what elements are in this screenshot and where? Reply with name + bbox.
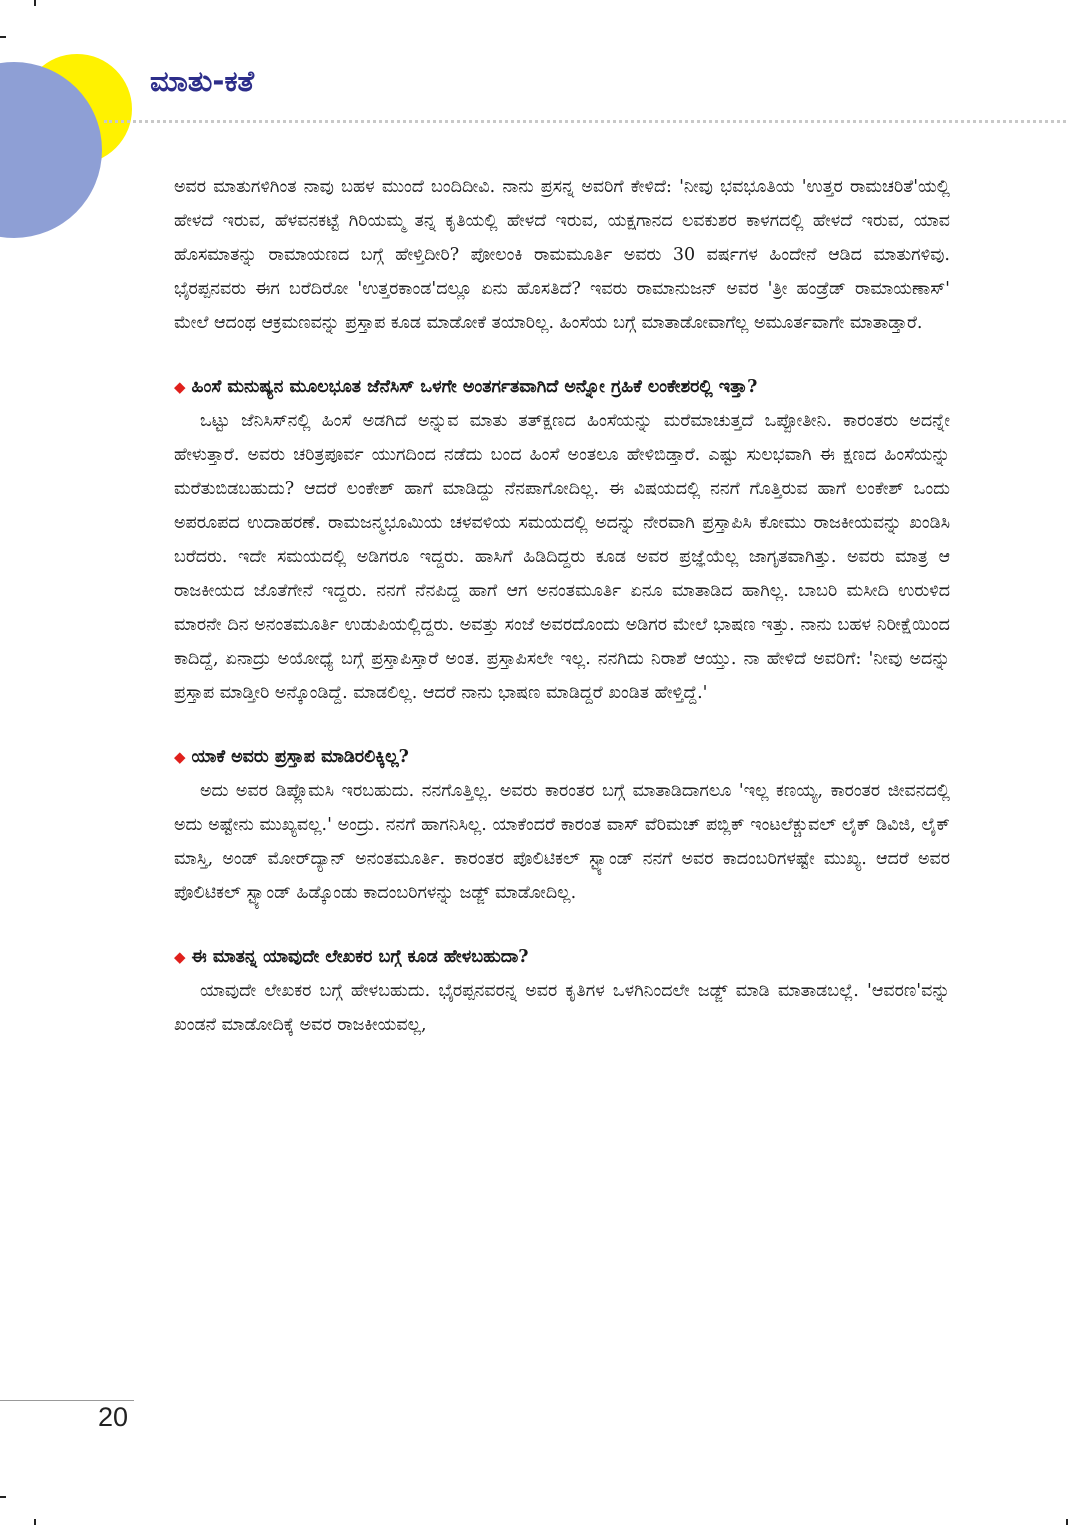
question-text: ಹಿಂಸೆ ಮನುಷ್ಯನ ಮೂಲಭೂತ ಜೆನೆಸಿಸ್ ಒಳಗೇ ಅಂತರ್ಗತವಾಗಿದೆ ಅನ್ನೋ ಗ್ರಹಿಕೆ ಲಂಕೇಶರಲ್ಲಿ ಇತ್ತಾ? [191,377,758,397]
dotted-divider [104,120,1066,123]
crop-mark [34,0,36,6]
diamond-bullet-icon: ◆ [174,748,186,766]
crop-mark [0,36,6,38]
diamond-bullet-icon: ◆ [174,948,186,966]
answer-paragraph: ಯಾವುದೇ ಲೇಖಕರ ಬಗ್ಗೆ ಹೇಳಬಹುದು. ಭೈರಪ್ಪನವರನ್ನ ಅವರ ಕೃತಿಗಳ ಒಳಗಿನಿಂದಲೇ ಜಡ್ಜ್ ಮಾಡಿ ಮಾತಾಡಬಲ್ಲೆ. 'ಆವರಣ'ವನ್ನು ಖಂಡನೆ ಮಾಡೋದಿಕ್ಕೆ ಅವರ ರಾಜಕೀಯವಲ್ಲ, [174,981,950,1035]
answer-paragraph: ಒಟ್ಟು ಜೆನಿಸಿಸ್‌ನಲ್ಲಿ ಹಿಂಸೆ ಅಡಗಿದೆ ಅನ್ನುವ ಮಾತು ತತ್‌ಕ್ಷಣದ ಹಿಂಸೆಯನ್ನು ಮರೆಮಾಚುತ್ತದೆ ಒಪ್ಪೋತೀನಿ. ಕಾರಂತರು ಅದನ್ನೇ ಹೇಳುತ್ತಾರೆ. ಅವರು ಚರಿತ್ರಪೂರ್ವ ಯುಗದಿಂದ ನಡೆದು ಬಂದ ಹಿಂಸೆ ಅಂತಲೂ ಹೇಳಿಬಿಡ್ತಾರೆ. ಎಷ್ಟು ಸುಲಭವಾಗಿ ಈ ಕ್ಷಣದ ಹಿಂಸೆಯನ್ನು ಮರೆತುಬಿಡಬಹುದು? ಆದರೆ ಲಂಕೇಶ್ ಹಾಗೆ ಮಾಡಿದ್ದು ನೆನಪಾಗೋದಿಲ್ಲ. ಈ ವಿಷಯದಲ್ಲಿ ನನಗೆ ಗೊತ್ತಿರುವ ಹಾಗೆ ಲಂಕೇಶ್ ಒಂದು ಅಪರೂಪದ ಉದಾಹರಣೆ. ರಾಮಜನ್ಮಭೂಮಿಯ ಚಳವಳಿಯ ಸಮಯದಲ್ಲಿ ಅದನ್ನು ನೇರವಾಗಿ ಪ್ರಸ್ತಾಪಿಸಿ ಕೋಮು ರಾಜಕೀಯವನ್ನು ಖಂಡಿಸಿ ಬರೆದರು. ಇದೇ ಸಮಯದಲ್ಲಿ ಅಡಿಗರೂ ಇದ್ದರು. ಹಾಸಿಗೆ ಹಿಡಿದಿದ್ದರು ಕೂಡ ಅವರ ಪ್ರಜ್ಞೆಯೆಲ್ಲ ಜಾಗೃತವಾಗಿತ್ತು. ಅವರು ಮಾತ್ರ ಆ ರಾಜಕೀಯದ ಜೊತೆಗೇನೆ ಇದ್ದರು. ನನಗೆ ನೆನಪಿದ್ದ ಹಾಗೆ ಆಗ ಅನಂತಮೂರ್ತಿ ಏನೂ ಮಾತಾಡಿದ ಹಾಗಿಲ್ಲ. ಬಾಬರಿ ಮಸೀದಿ ಉರುಳಿದ ಮಾರನೇ ದಿನ ಅನಂತಮೂರ್ತಿ ಉಡುಪಿಯಲ್ಲಿದ್ದರು. ಅವತ್ತು ಸಂಜೆ ಅವರದೊಂದು ಅಡಿಗರ ಮೇಲೆ ಭಾಷಣ ಇತ್ತು. ನಾನು ಬಹಳ ನಿರೀಕ್ಷೆಯಿಂದ ಕಾದಿದ್ದೆ, ಏನಾದ್ರು ಅಯೋಧ್ಯೆ ಬಗ್ಗೆ ಪ್ರಸ್ತಾಪಿಸ್ತಾರೆ ಅಂತ. ಪ್ರಸ್ತಾಪಿಸಲೇ ಇಲ್ಲ. ನನಗಿದು ನಿರಾಶೆ ಆಯ್ತು. ನಾ ಹೇಳಿದೆ ಅವರಿಗೆ: 'ನೀವು ಅದನ್ನು ಪ್ರಸ್ತಾಪ ಮಾಡ್ತೀರಿ ಅನ್ಕೊಂಡಿದ್ದೆ. ಮಾಡಲಿಲ್ಲ. ಆದರೆ ನಾನು ಭಾಷಣ ಮಾಡಿದ್ದರೆ ಖಂಡಿತ ಹೇಳ್ತಿದ್ದೆ.' [174,411,950,703]
intro-paragraph: ಅವರ ಮಾತುಗಳಿಗಿಂತ ನಾವು ಬಹಳ ಮುಂದೆ ಬಂದಿದೀವಿ. ನಾನು ಪ್ರಸನ್ನ ಅವರಿಗೆ ಕೇಳಿದೆ: 'ನೀವು ಭವಭೂತಿಯ 'ಉತ್ತರ ರಾಮಚರಿತೆ'ಯಲ್ಲಿ ಹೇಳದೆ ಇರುವ, ಹೆಳವನಕಟ್ಟೆ ಗಿರಿಯಮ್ಮ ತನ್ನ ಕೃತಿಯಲ್ಲಿ ಹೇಳದೆ ಇರುವ, ಯಕ್ಷಗಾನದ ಲವಕುಶರ ಕಾಳಗದಲ್ಲಿ ಹೇಳದೆ ಇರುವ, ಯಾವ ಹೊಸಮಾತನ್ನು ರಾಮಾಯಣದ ಬಗ್ಗೆ ಹೇಳ್ತಿದೀರಿ? ಪೋಲಂಕಿ ರಾಮಮೂರ್ತಿ ಅವರು 30 ವರ್ಷಗಳ ಹಿಂದೇನೆ ಆಡಿದ ಮಾತುಗಳಿವು. ಭೈರಪ್ಪನವರು ಈಗ ಬರೆದಿರೋ 'ಉತ್ತರಕಾಂಡ'ದಲ್ಲೂ ಏನು ಹೊಸತಿದೆ? ಇವರು ರಾಮಾನುಜನ್ ಅವರ 'ತ್ರೀ ಹಂಡ್ರೆಡ್ ರಾಮಾಯಣಾಸ್' ಮೇಲೆ ಆದಂಥ ಆಕ್ರಮಣವನ್ನು ಪ್ರಸ್ತಾಪ ಕೂಡ ಮಾಡೋಕೆ ತಯಾರಿಲ್ಲ. ಹಿಂಸೆಯ ಬಗ್ಗೆ ಮಾತಾಡೋವಾಗೆಲ್ಲ ಅಮೂರ್ತವಾಗೇ ಮಾತಾಡ್ತಾರೆ. [174,177,950,333]
question-text: ಯಾಕೆ ಅವರು ಪ್ರಸ್ತಾಪ ಮಾಡಿರಲಿಕ್ಕಿಲ್ಲ? [191,747,409,767]
answer-paragraph: ಅದು ಅವರ ಡಿಪ್ಲೊಮಸಿ ಇರಬಹುದು. ನನಗೊತ್ತಿಲ್ಲ. ಅವರು ಕಾರಂತರ ಬಗ್ಗೆ ಮಾತಾಡಿದಾಗಲೂ 'ಇಲ್ಲ ಕಣಯ್ಯ, ಕಾರಂತರ ಜೀವನದಲ್ಲಿ ಅದು ಅಷ್ಟೇನು ಮುಖ್ಯವಲ್ಲ.' ಅಂದ್ರು. ನನಗೆ ಹಾಗನಿಸಿಲ್ಲ. ಯಾಕೆಂದರೆ ಕಾರಂತ ವಾಸ್ ವೆರಿಮಚ್ ಪಬ್ಲಿಕ್ ಇಂಟಲೆಕ್ಚುವಲ್ ಲೈಕ್ ಡಿವಿಜಿ, ಲೈಕ್ ಮಾಸ್ತಿ, ಅಂಡ್ ಮೋರ್‌ದ್ಯಾನ್ ಅನಂತಮೂರ್ತಿ. ಕಾರಂತರ ಪೊಲಿಟಿಕಲ್ ಸ್ಟ್ಯಾಂಡ್ ನನಗೆ ಅವರ ಕಾದಂಬರಿಗಳಷ್ಟೇ ಮುಖ್ಯ. ಆದರೆ ಅವರ ಪೊಲಿಟಿಕಲ್ ಸ್ಟ್ಯಾಂಡ್ ಹಿಡ್ಕೊಂಡು ಕಾದಂಬರಿಗಳನ್ನು ಜಡ್ಜ್ ಮಾಡೋದಿಲ್ಲ. [174,781,950,903]
question-text: ಈ ಮಾತನ್ನ ಯಾವುದೇ ಲೇಖಕರ ಬಗ್ಗೆ ಕೂಡ ಹೇಳಬಹುದಾ? [191,947,529,967]
crop-mark [34,1519,36,1525]
question [174,940,950,974]
crop-mark [1066,1519,1068,1525]
section-title: ಮಾತು-ಕತೆ [150,64,255,98]
page-number: 20 [98,1402,129,1432]
question [174,740,950,774]
question [174,370,950,404]
diamond-bullet-icon: ◆ [174,378,186,396]
footer-rule [0,1400,134,1401]
article-body [174,170,950,1042]
crop-mark [0,1496,6,1498]
